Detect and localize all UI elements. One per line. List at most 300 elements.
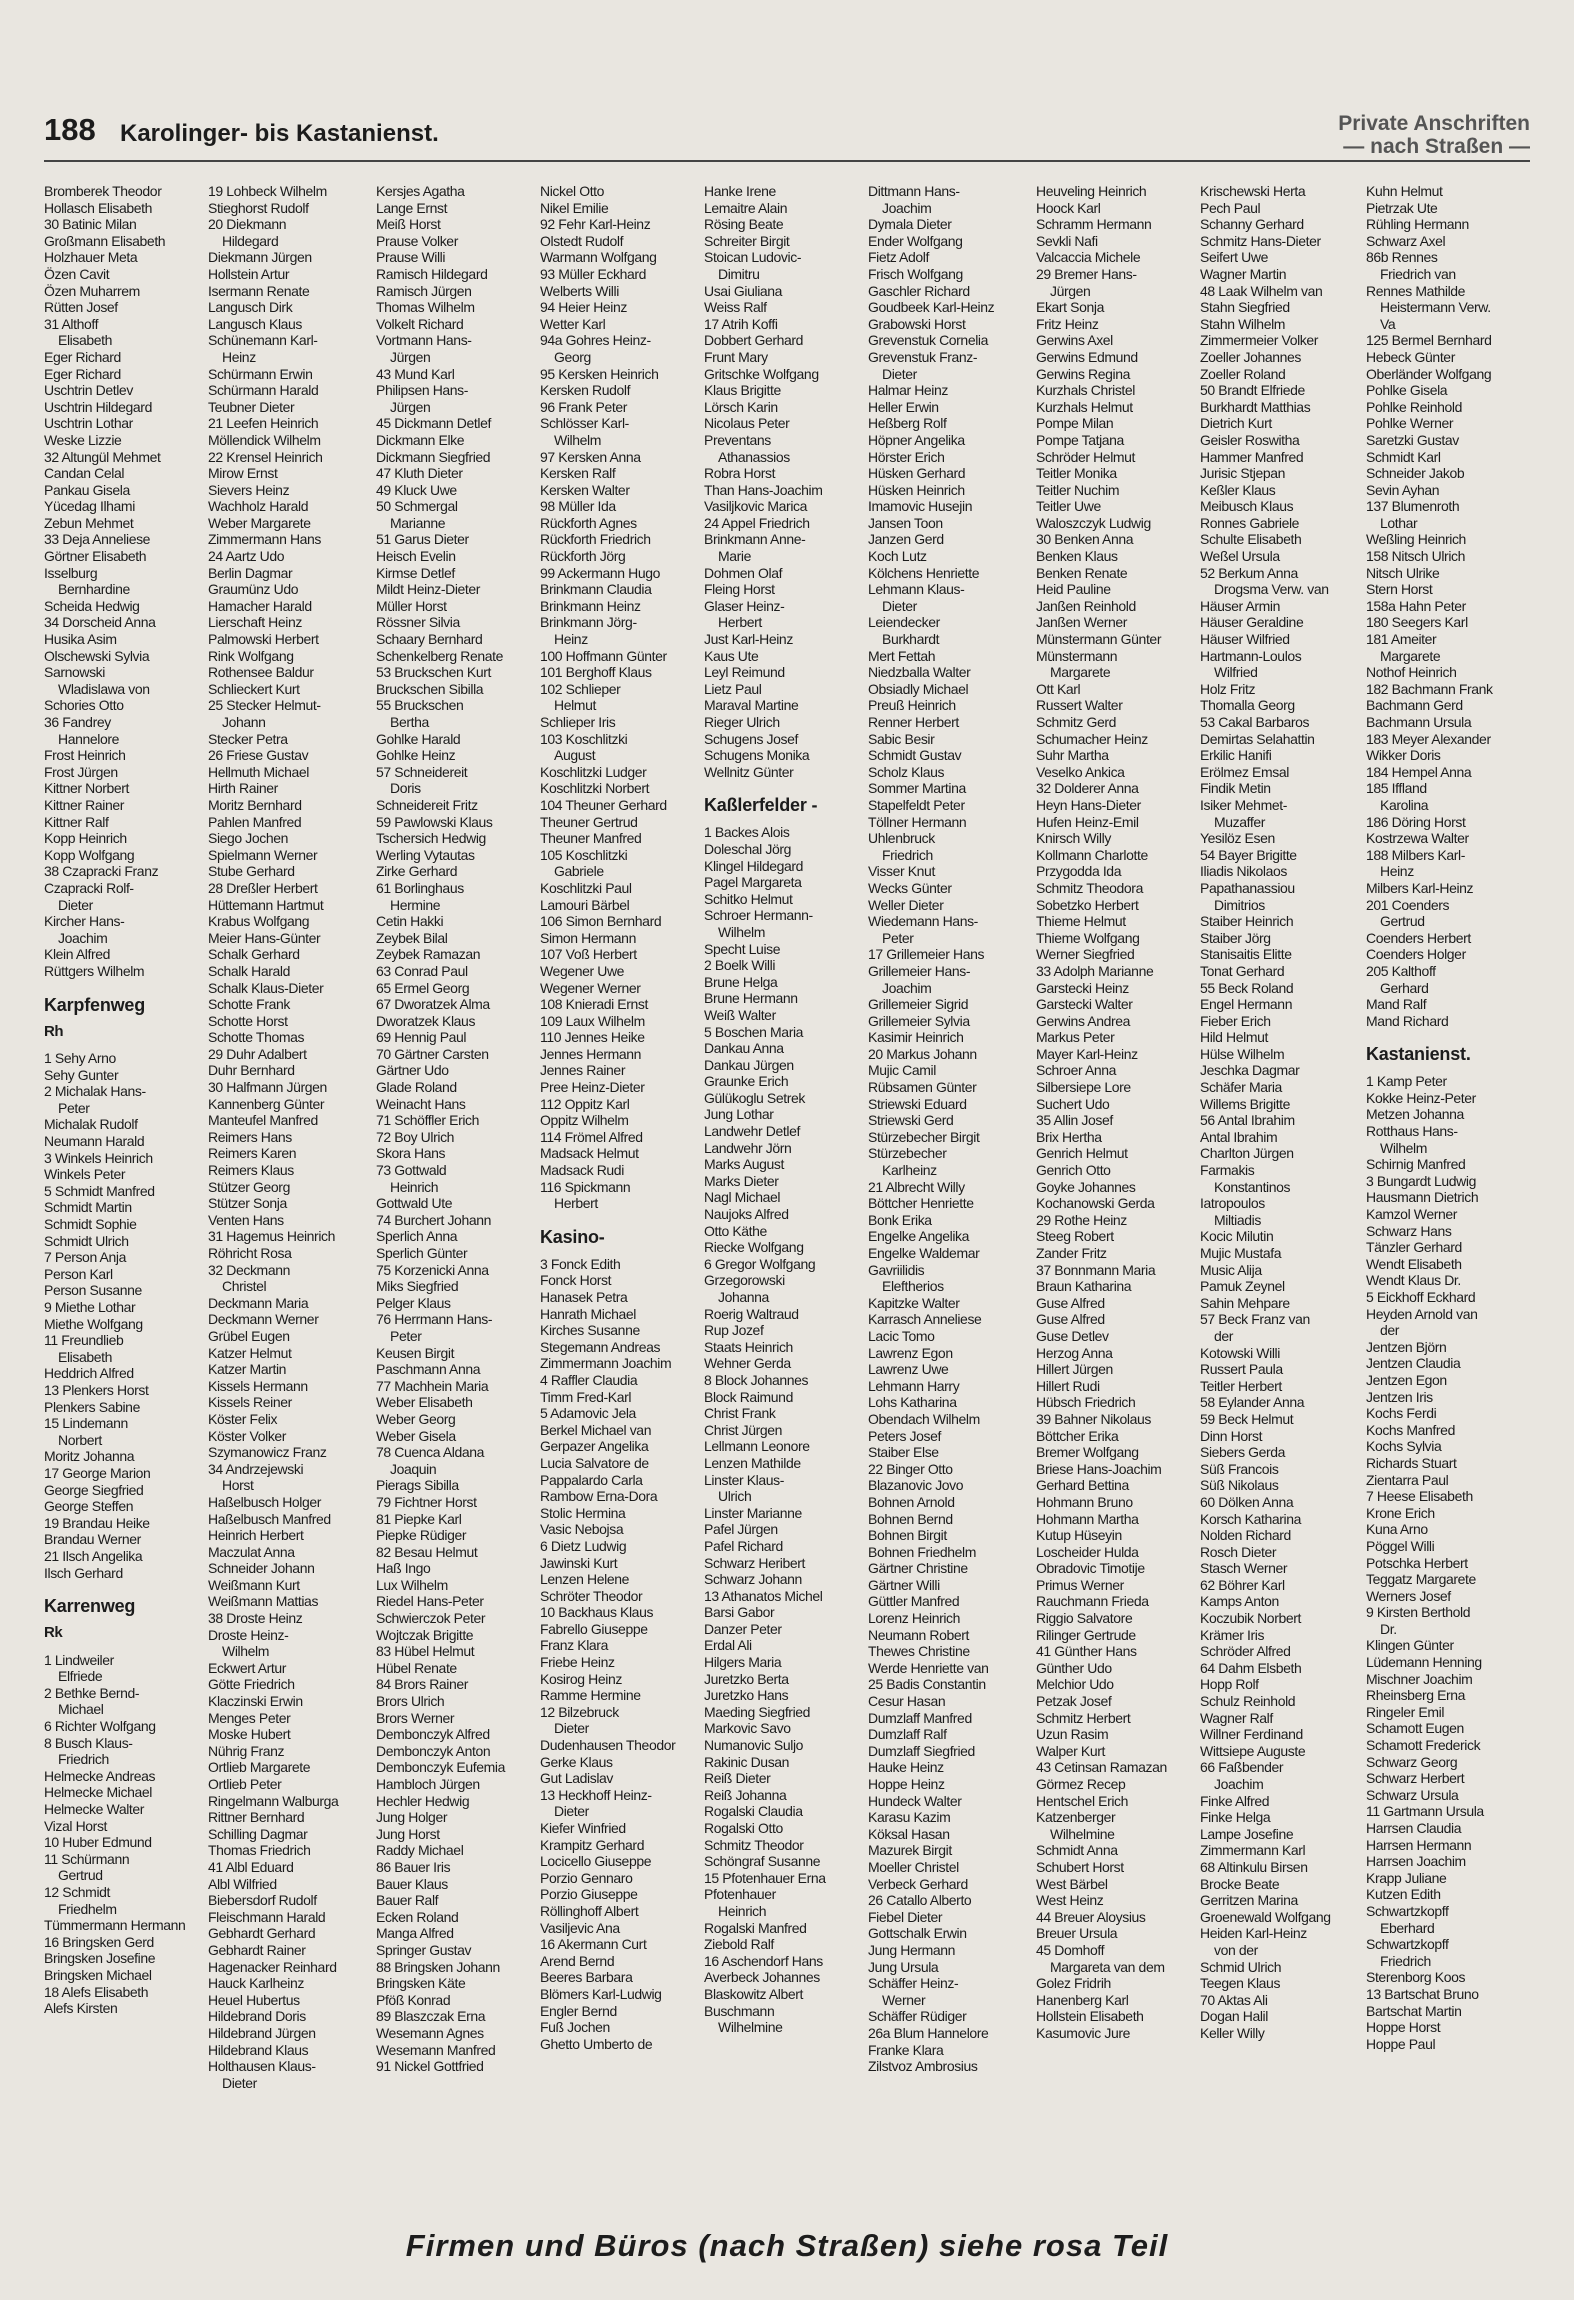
resident-entry: Janzen Gerd [868,531,944,548]
resident-entry: Blaskowitz Albert [704,1985,804,2002]
resident-entry: 20 Diekmann [208,216,287,233]
resident-entry: Grübel Eugen [208,1327,290,1344]
footer-note: Firmen und Büros (nach Straßen) siehe rosa Teil [405,2228,1169,2263]
resident-entry: Kersjes Agatha [376,183,465,199]
resident-entry: 88 Bringsken Johann [376,1958,500,1975]
resident-entry: Hüsken Gerhard [868,465,966,482]
resident-entry: Fuß Jochen [540,2019,610,2036]
resident-entry: Uschtrin Detlev [44,382,133,399]
resident-entry: Wojtczak Brigitte [376,1626,474,1643]
resident-entry: Miks Siegfried [376,1278,459,1295]
resident-entry: Janßen Reinhold [1036,597,1136,614]
resident-entry: Bruckschen Sibilla [376,680,484,697]
resident-entry: Dinn Horst [1200,1427,1263,1444]
resident-entry: 73 Gottwald [376,1162,447,1179]
resident-entry: Zander Fritz [1036,1245,1107,1261]
resident-entry: Marianne [390,514,446,531]
resident-entry: 53 Bruckschen Kurt [376,664,491,681]
resident-entry: Bernhardine [58,581,130,598]
resident-entry: Arend Bernd [540,1952,615,1969]
resident-entry: 16 Bringsken Gerd [44,1933,154,1950]
resident-entry: Dietrich Kurt [1200,415,1272,432]
resident-entry: Christ Frank [704,1405,776,1422]
resident-entry: Jung Hermann [868,1941,956,1958]
resident-entry: Graunke Erich [704,1073,789,1090]
resident-entry: 106 Simon Bernhard [540,913,662,930]
resident-entry: Koczubik Norbert [1200,1610,1301,1627]
resident-entry: Schmidt Gustav [868,747,962,764]
resident-entry: Teitler Monika [1036,465,1117,482]
resident-entry: Schlösser Karl- [540,415,629,432]
resident-entry: Hauck Karlheinz [208,1975,304,1992]
resident-entry: Schmitz Hans-Dieter [1200,232,1321,249]
resident-entry: Zoeller Roland [1200,365,1286,382]
resident-entry: Schwierczok Peter [376,1610,486,1627]
resident-entry: 50 Schmergal [376,498,458,515]
resident-entry: Kuna Arno [1366,1521,1428,1538]
resident-entry: 59 Beck Helmut [1200,1410,1294,1427]
resident-entry: Pamuk Zeynel [1200,1278,1285,1295]
resident-entry: 5 Schmidt Manfred [44,1182,155,1199]
resident-entry: 105 Koschlitzki [540,846,628,863]
resident-entry: Weßel Ursula [1200,548,1280,565]
resident-entry: Kamps Anton [1200,1593,1279,1610]
resident-entry: Dobbert Gerhard [704,332,804,349]
resident-entry: Rakinic Dusan [704,1753,790,1770]
resident-entry: 7 Person Anja [44,1249,126,1266]
resident-entry: Köksal Hasan [868,1825,950,1842]
resident-entry: 55 Beck Roland [1200,979,1294,996]
resident-entry: Schulte Elisabeth [1200,531,1302,548]
resident-entry: Weinacht Hans [376,1095,466,1112]
resident-entry: Rothensee Baldur [208,664,314,681]
resident-entry: Häuser Geraldine [1200,614,1304,631]
resident-entry: 125 Bermel Bernhard [1366,332,1492,349]
resident-entry: Jennes Hermann [540,1045,642,1062]
resident-entry: Pföß Konrad [376,1991,451,2008]
resident-entry: Keßler Klaus [1200,481,1276,498]
street-heading: Kastanienst. [1366,1044,1471,1065]
resident-entry: Brors Ulrich [376,1693,445,1710]
resident-entry: 45 Dickmann Detlef [376,415,491,432]
resident-entry: Joaquin [390,1460,437,1477]
resident-entry: Schünemann Karl- [208,332,318,349]
resident-entry: Neumann Robert [868,1626,970,1643]
resident-entry: Zeybek Ramazan [376,946,481,963]
resident-entry: Glade Roland [376,1079,457,1096]
resident-entry: Staiber Heinrich [1200,913,1294,930]
resident-entry: Hörster Erich [868,448,945,465]
resident-entry: Böttcher Erika [1036,1427,1119,1444]
resident-entry: Gärtner Udo [376,1062,449,1079]
resident-entry: Nührig Franz [208,1742,285,1759]
resident-entry: 116 Spickmann [540,1178,631,1195]
resident-entry: Sommer Martina [868,780,966,797]
resident-entry: Schäffer Rüdiger [868,2008,967,2025]
resident-entry: Weber Margarete [208,514,311,531]
resident-entry: Harrsen Claudia [1366,1820,1462,1836]
resident-entry: Tschersich Hedwig [376,830,486,847]
resident-entry: 107 Voß Herbert [540,946,637,963]
resident-entry: Weber Elisabeth [376,1394,473,1411]
resident-entry: Teegen Klaus [1200,1975,1281,1992]
resident-entry: Pöggel Willi [1366,1537,1435,1554]
resident-entry: Kittner Norbert [44,780,130,797]
resident-entry: Gerhard Bettina [1036,1477,1129,1494]
resident-entry: 182 Bachmann Frank [1366,680,1493,697]
resident-entry: Garstecki Walter [1036,996,1133,1013]
resident-entry: Münstermann [1036,647,1118,664]
resident-entry: Tonat Gerhard [1200,962,1285,979]
resident-entry: Süß Nikolaus [1200,1477,1279,1494]
resident-entry: Ilsch Gerhard [44,1564,123,1581]
resident-entry: 29 Bremer Hans- [1036,265,1137,282]
resident-entry: Friedrich [1380,1952,1431,1969]
resident-entry: 37 Bonnmann Maria [1036,1261,1156,1278]
resident-entry: 112 Oppitz Karl [540,1095,630,1112]
resident-entry: 25 Badis Constantin [868,1676,986,1693]
resident-entry: Wagner Ralf [1200,1709,1273,1726]
resident-entry: 26a Blum Hannelore [868,2024,989,2041]
resident-entry: 205 Kalthoff [1366,962,1436,979]
resident-entry: Korsch Katharina [1200,1510,1301,1527]
resident-entry: 32 Deckmann [208,1261,290,1278]
resident-entry: Hülse Wilhelm [1200,1045,1285,1062]
resident-entry: Finke Alfred [1200,1792,1270,1809]
resident-entry: Oppitz Wilhelm [540,1112,629,1129]
resident-entry: Porzio Giuseppe [540,1886,638,1903]
resident-entry: Stoican Ludovic- [704,249,802,266]
resident-entry: Lemaitre Alain [704,199,788,216]
resident-entry: 93 Müller Eckhard [540,265,647,282]
resident-entry: Gerke Klaus [540,1753,613,1770]
resident-entry: Eleftherios [882,1278,944,1295]
resident-entry: Obradovic Timotije [1036,1560,1145,1577]
resident-entry: 65 Ermel Georg [376,979,470,996]
resident-entry: Russert Paula [1200,1361,1283,1378]
resident-entry: Barsi Gabor [704,1604,775,1621]
resident-entry: Margarete [1050,664,1111,681]
street-heading: Karrenweg [44,1596,136,1617]
resident-entry: Hildebrand Doris [208,2008,306,2025]
resident-entry: Wiedemann Hans- [868,913,978,930]
resident-entry: Steeg Robert [1036,1228,1114,1245]
resident-entry: Margareta van dem [1050,1958,1165,1975]
resident-entry: 41 Albl Eduard [208,1858,294,1875]
resident-entry: 8 Busch Klaus- [44,1734,133,1751]
resident-entry: Klingen Günter [1366,1637,1454,1654]
resident-entry: Rogalski Claudia [704,1803,803,1820]
resident-entry: 25 Stecker Helmut- [208,697,321,714]
resident-entry: 22 Binger Otto [868,1460,953,1477]
resident-entry: 13 Heckhoff Heinz- [540,1786,652,1803]
resident-entry: Schwartzkopff [1366,1902,1449,1919]
resident-entry: Schubert Horst [1036,1858,1124,1875]
resident-entry: Schmidt Karl [1366,448,1441,465]
resident-entry: Hübsch Friedrich [1036,1394,1136,1411]
resident-entry: Schmidt Anna [1036,1842,1118,1859]
resident-entry: 68 Altinkulu Birsen [1200,1858,1308,1875]
resident-entry: Jürgen [1050,282,1091,299]
resident-entry: 43 Mund Karl [376,365,455,382]
resident-entry: 9 Miethe Lothar [44,1299,136,1315]
resident-entry: 1 Kamp Peter [1366,1073,1447,1090]
resident-entry: 9 Kirsten Berthold [1366,1604,1471,1621]
resident-entry: Coenders Herbert [1366,929,1471,946]
resident-entry: Specht Luise [704,940,781,957]
resident-entry: Vasic Nebojsa [540,1521,624,1538]
resident-entry: Hild Helmut [1200,1029,1268,1046]
resident-entry: Christ Jürgen [704,1421,783,1438]
resident-entry: Schaary Bernhard [376,631,483,648]
resident-entry: Hollstein Elisabeth [1036,2008,1144,2025]
resident-entry: Sarnowski [44,664,105,681]
resident-entry: Winkels Peter [44,1166,126,1183]
resident-entry: Köster Volker [208,1427,287,1444]
resident-entry: Isermann Renate [208,282,310,299]
resident-entry: Tänzler Gerhard [1366,1239,1462,1256]
resident-entry: Lierschaft Heinz [208,614,302,631]
resident-entry: Petzak Josef [1036,1693,1112,1710]
resident-entry: Kamzol Werner [1366,1206,1458,1223]
resident-entry: 99 Ackermann Hugo [540,564,661,581]
resident-entry: 55 Bruckschen [376,697,464,714]
resident-entry: Stanisaitis Elitte [1200,946,1292,963]
resident-entry: Jentzen Egon [1366,1371,1447,1388]
resident-entry: Imamovic Husejin [868,498,973,515]
resident-entry: Averbeck Johannes [704,1969,820,1986]
resident-entry: Wegener Werner [540,979,641,996]
resident-entry: Ghetto Umberto de [540,2035,653,2052]
resident-entry: 17 George Marion [44,1464,151,1481]
resident-entry: der [1380,1322,1400,1339]
resident-entry: Vortmann Hans- [376,332,472,349]
resident-entry: Rütten Josef [44,299,118,316]
resident-entry: 31 Hagemus Heinrich [208,1228,336,1245]
resident-entry: Werner [882,1991,926,2008]
resident-entry: Athanassios [718,448,790,465]
resident-entry: Kotowski Willi [1200,1344,1280,1361]
resident-entry: Rauchmann Frieda [1036,1593,1149,1610]
resident-entry: Braun Katharina [1036,1278,1132,1295]
district-code: Rh [44,1022,64,1040]
resident-entry: Porzio Gennaro [540,1869,633,1886]
resident-entry: Heyn Hans-Dieter [1036,796,1141,813]
resident-entry: George Steffen [44,1498,134,1515]
resident-entry: Pafel Jürgen [704,1521,778,1538]
resident-entry: Johann [222,714,266,730]
resident-entry: 11 Gartmann Ursula [1366,1803,1484,1820]
resident-entry: Engelke Waldemar [868,1245,980,1261]
resident-entry: Gerhard [1380,979,1429,996]
resident-entry: Hambloch Jürgen [376,1776,480,1792]
resident-entry: Katzer Martin [208,1361,287,1378]
resident-entry: Langusch Klaus [208,315,303,332]
resident-entry: Valcaccia Michele [1036,249,1141,266]
resident-entry: Hilgers Maria [704,1654,782,1671]
resident-entry: Kirmse Detlef [376,564,455,581]
resident-entry: Frost Heinrich [44,747,126,764]
resident-entry: Güttler Manfred [868,1593,960,1610]
resident-entry: Stürzebecher Birgit [868,1128,980,1145]
directory-column [44,183,190,2017]
resident-entry: Lohs Katharina [868,1394,957,1411]
resident-entry: Peters Josef [868,1427,942,1444]
resident-entry: Weske Lizzie [44,431,122,448]
resident-entry: Willems Brigitte [1200,1095,1291,1112]
resident-entry: Dieter [222,2074,257,2091]
resident-entry: 70 Gärtner Carsten [376,1045,489,1062]
resident-entry: Wilhelm [554,431,601,448]
resident-entry: Pfotenhauer [704,1886,776,1903]
resident-entry: der [1214,1327,1234,1344]
resident-entry: Bohnen Birgit [868,1527,947,1544]
page-number: 188 [44,112,96,147]
resident-entry: Coenders Holger [1366,946,1466,963]
resident-entry: Kasimir Heinrich [868,1029,964,1046]
resident-entry: Pech Paul [1200,199,1261,216]
resident-entry: Bachmann Ursula [1366,714,1472,730]
resident-entry: Primus Werner [1036,1576,1124,1593]
resident-entry: Margarete [1380,647,1441,664]
resident-entry: 1 Sehy Arno [44,1050,116,1067]
resident-entry: Schürmann Erwin [208,365,313,382]
resident-entry: Röhricht Rosa [208,1245,292,1261]
resident-entry: Simon Hermann [540,929,636,946]
resident-entry: Hoppe Horst [1366,2019,1441,2036]
resident-entry: Thieme Helmut [1036,913,1126,930]
resident-entry: Hüttemann Hartmut [208,896,324,913]
resident-entry: Kochanowski Gerda [1036,1195,1155,1212]
resident-entry: 19 Lohbeck Wilhelm [208,183,327,199]
resident-entry: 21 Leefen Heinrich [208,415,319,432]
resident-entry: Niedzballa Walter [868,664,971,681]
resident-entry: Wesemann Agnes [376,2024,484,2041]
resident-entry: Stapelfeldt Peter [868,796,965,813]
resident-entry: 86b Rennes [1366,249,1438,266]
resident-entry: Maeding Siegfried [704,1703,811,1720]
resident-entry: Dembonczyk Eufemia [376,1759,505,1776]
resident-entry: Dimitrios [1214,896,1265,913]
resident-entry: Findik Metin [1200,780,1271,797]
resident-entry: 96 Frank Peter [540,398,627,415]
resident-entry: Köster Felix [208,1410,278,1427]
resident-entry: Görmez Recep [1036,1776,1126,1792]
resident-entry: 84 Brors Rainer [376,1676,469,1693]
resident-entry: Dickmann Elke [376,431,465,448]
resident-entry: 110 Jennes Heike [540,1029,645,1046]
resident-entry: 15 Pfotenhauer Erna [704,1869,826,1886]
resident-entry: Rückforth Friedrich [540,531,651,548]
resident-entry: Rambow Erna-Dora [540,1488,658,1505]
resident-entry: Kirches Susanne [540,1322,640,1339]
resident-entry: Obsiadly Michael [868,680,969,697]
resident-entry: Scheida Hedwig [44,597,140,614]
resident-entry: Burkhardt Matthias [1200,398,1311,415]
resident-entry: 36 Fandrey [44,714,111,730]
resident-entry: Joachim [882,979,932,996]
resident-entry: Yücedag Ilhami [44,498,135,515]
resident-entry: Ortlieb Peter [208,1776,282,1792]
resident-entry: Charlton Jürgen [1200,1145,1294,1162]
resident-entry: Goudbeek Karl-Heinz [868,299,995,316]
resident-entry: 2 Boelk Willi [704,957,776,974]
resident-entry: Philipsen Hans- [376,382,469,399]
resident-entry: Schories Otto [44,697,124,714]
resident-entry: Weißmann Kurt [208,1576,300,1593]
resident-entry: Sevin Ayhan [1366,481,1440,498]
resident-entry: Schalk Gerhard [208,946,300,963]
resident-entry: Jürgen [390,348,431,365]
resident-entry: Klein Alfred [44,946,111,963]
resident-entry: Frunt Mary [704,348,768,365]
resident-entry: Meiß Horst [376,216,441,233]
resident-entry: Bringsken Michael [44,1966,152,1983]
resident-entry: 91 Nickel Gottfried [376,2058,484,2075]
resident-entry: Landwehr Detlef [704,1123,800,1140]
resident-entry: 18 Alefs Elisabeth [44,1983,149,2000]
resident-entry: Gerwins Axel [1036,332,1113,349]
resident-entry: Klingel Hildegard [704,857,804,874]
resident-entry: 5 Adamovic Jela [540,1405,636,1422]
resident-entry: Hermine [390,896,441,913]
resident-entry: Striewski Eduard [868,1095,967,1112]
resident-entry: 7 Heese Elisabeth [1366,1488,1473,1505]
resident-entry: 92 Fehr Karl-Heinz [540,216,651,233]
resident-entry: Hannelore [58,730,119,747]
resident-entry: Friedrich [58,1751,109,1768]
resident-entry: Bohnen Arnold [868,1493,955,1510]
resident-entry: Harrsen Hermann [1366,1836,1472,1853]
resident-entry: Farmakis [1200,1162,1255,1179]
resident-entry: Riedel Hans-Peter [376,1593,484,1610]
resident-entry: West Heinz [1036,1892,1104,1909]
resident-entry: Antal Ibrahim [1200,1128,1278,1145]
resident-entry: Gaschler Richard [868,282,970,299]
resident-entry: Sievers Heinz [208,481,290,498]
resident-entry: Zirke Gerhard [376,863,458,880]
district-code: Rk [44,1624,63,1642]
resident-entry: Markus Peter [1036,1029,1115,1046]
resident-entry: Krapp Juliane [1366,1869,1447,1886]
resident-entry: Schmitz Theodora [1036,879,1143,896]
resident-entry: Stecker Petra [208,730,288,747]
street-heading: Karpfenweg [44,994,146,1015]
resident-entry: Rösing Beate [704,216,784,233]
resident-entry: Pierags Sibilla [376,1477,459,1494]
resident-entry: Kuhn Helmut [1366,183,1443,199]
resident-entry: Holthausen Klaus- [208,2058,316,2075]
resident-entry: Karrasch Anneliese [868,1311,982,1328]
resident-entry: Krabus Wolfgang [208,913,310,930]
resident-entry: Schotte Thomas [208,1029,305,1046]
resident-entry: Burkhardt [882,631,940,648]
resident-entry: Schitko Helmut [704,890,793,907]
resident-entry: Locicello Giuseppe [540,1853,652,1870]
resident-entry: Bartschat Martin [1366,2002,1462,2019]
resident-entry: 101 Berghoff Klaus [540,664,652,681]
resident-entry: Lawrenz Uwe [868,1361,949,1378]
resident-entry: Brune Hermann [704,990,798,1007]
resident-entry: Vizal Horst [44,1817,108,1834]
resident-entry: Rheinsberg Erna [1366,1687,1466,1704]
resident-entry: Heid Pauline [1036,581,1111,598]
resident-entry: Dieter [554,1720,589,1737]
resident-entry: Bertha [390,714,429,730]
resident-entry: 49 Kluck Uwe [376,481,457,498]
resident-entry: Berlin Dagmar [208,564,293,581]
resident-entry: Thomas Wilhelm [376,299,475,316]
